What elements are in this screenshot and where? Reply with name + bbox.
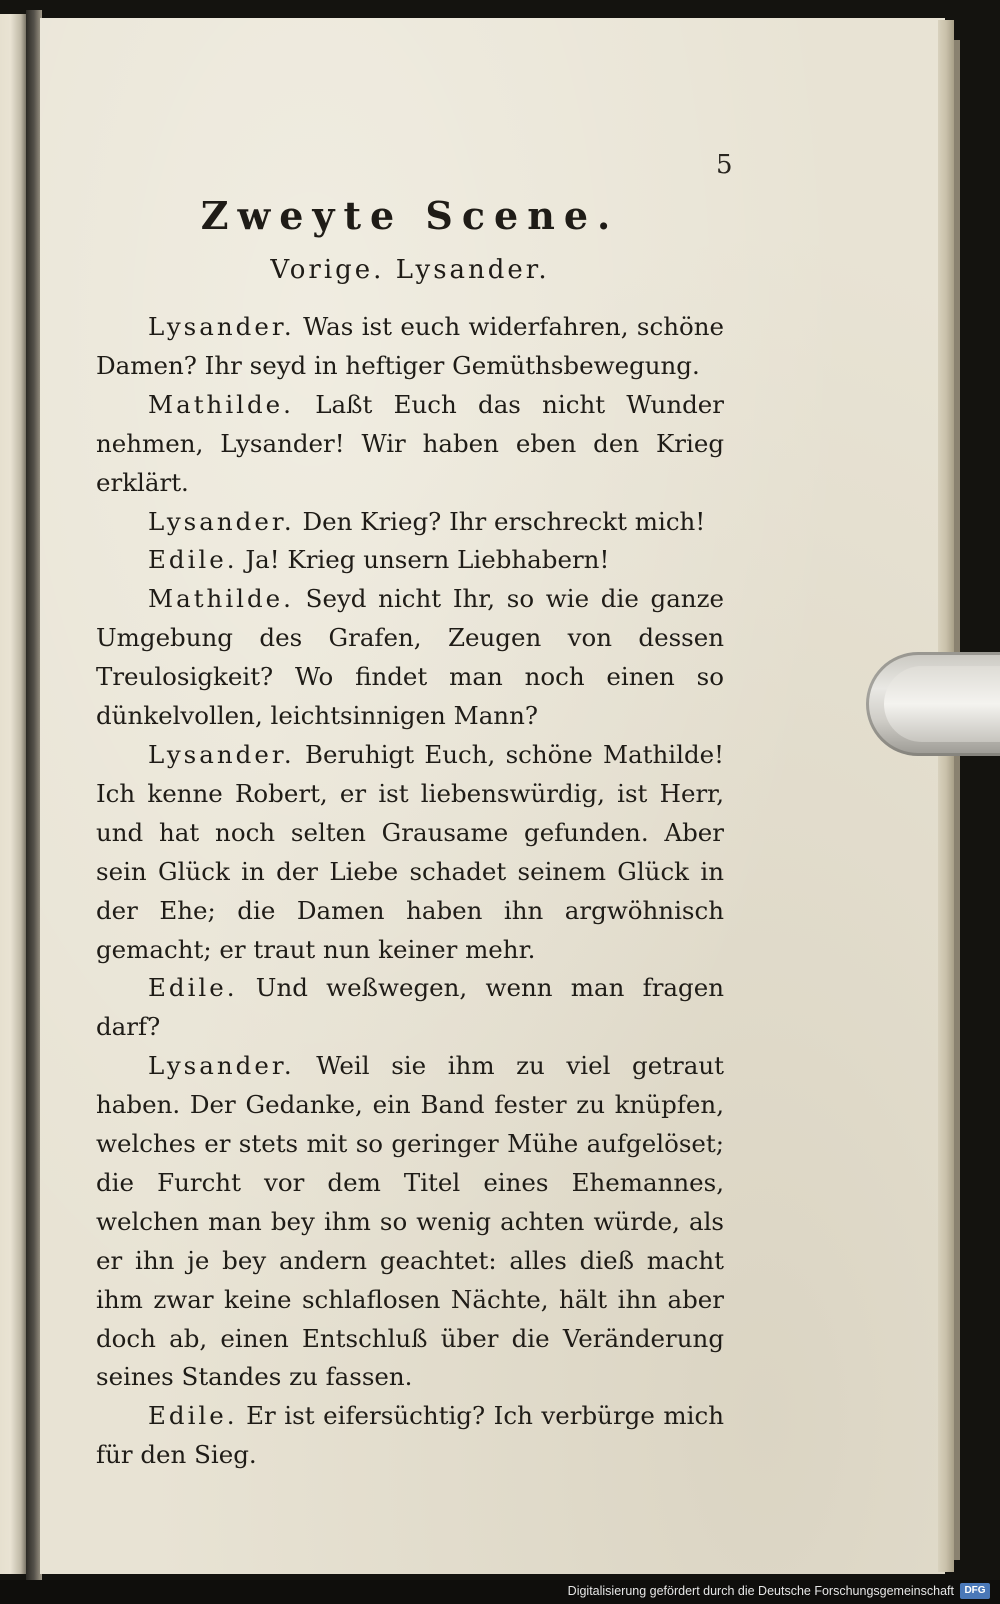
speech-text: Den Krieg? Ihr erschreckt mich! — [302, 506, 706, 536]
page-clip-highlight — [884, 666, 1000, 742]
page-text — [96, 180, 724, 1475]
speech-text: Beruhigt Euch, schöne Mathilde! Ich kenne Robert, er ist liebenswürdig, ist Herr, und hat noch selten Grausame gefunden. Aber sein Glück in der Liebe schadet seinem Glück in der Ehe; die Damen haben ihn argwöhnisch gemacht; er traut nun keiner mehr. — [96, 739, 724, 964]
speaker-name: Lysander. — [148, 312, 295, 341]
speaker-name: Edile. — [148, 545, 238, 575]
speech-text: Seyd nicht Ihr, so wie die ganze Umgebung des Grafen, Zeugen von dessen Treulosigkeit? Wo findet man noch einen so dünkelvollen, leichtsinnigen Mann? — [96, 584, 724, 731]
speaker-name: Lysander. — [148, 1051, 295, 1081]
speech-text: Und weßwegen, wenn man fragen darf? — [96, 973, 724, 1042]
speech-text: Laßt Euch das nicht Wunder nehmen, Lysander! Wir haben eben den Krieg erklärt. — [96, 389, 724, 497]
speech — [96, 580, 724, 736]
scene-persons: Vorige. Lysander. — [270, 255, 550, 285]
speech — [96, 541, 724, 580]
scene-title: Zweyte Scene. — [200, 193, 620, 238]
page-stack-edge — [938, 20, 954, 1572]
speaker-name: Lysander. — [148, 506, 295, 536]
page-number: 5 — [716, 150, 733, 180]
speaker-name: Mathilde. — [148, 584, 294, 614]
speech — [96, 386, 724, 503]
speech — [96, 1397, 724, 1475]
speaker-name: Mathilde. — [148, 389, 294, 419]
speech — [96, 503, 724, 542]
speech — [96, 308, 724, 386]
speech-text: Weil sie ihm zu viel getraut haben. Der Gedanke, ein Band fester zu knüpfen, welches er stets mit so geringer Mühe aufgelöset; die Furcht vor dem Titel eines Ehemannes, welchen man bey ihm so wenig achten würde, als er ihn je bey andern geachtet: alles dieß macht ihm zwar keine schlaflosen Nächte, hält ihn aber doch ab, einen Entschluß über die Veränderung seines Standes zu fassen. — [96, 1051, 725, 1392]
speech-text: Was ist euch widerfahren, schöne Damen? Ihr seyd in heftiger Gemüthsbewegung. — [96, 312, 724, 380]
dfg-logo-icon: DFG — [960, 1583, 990, 1599]
page-stack-shadow — [954, 40, 960, 1560]
speaker-name: Edile. — [148, 1401, 238, 1431]
speech-text: Ja! Krieg unsern Liebhabern! — [245, 545, 610, 575]
funding-credit: Digitalisierung gefördert durch die Deutsche Forschungsgemeinschaft — [567, 1584, 954, 1598]
left-page-edge — [0, 14, 26, 1574]
speech — [96, 969, 724, 1047]
speaker-name: Edile. — [148, 973, 238, 1003]
speech — [96, 736, 724, 969]
speaker-name: Lysander. — [148, 739, 295, 769]
speech-text: Er ist eifersüchtig? Ich verbürge mich für den Sieg. — [96, 1401, 724, 1470]
speech — [96, 1047, 724, 1397]
